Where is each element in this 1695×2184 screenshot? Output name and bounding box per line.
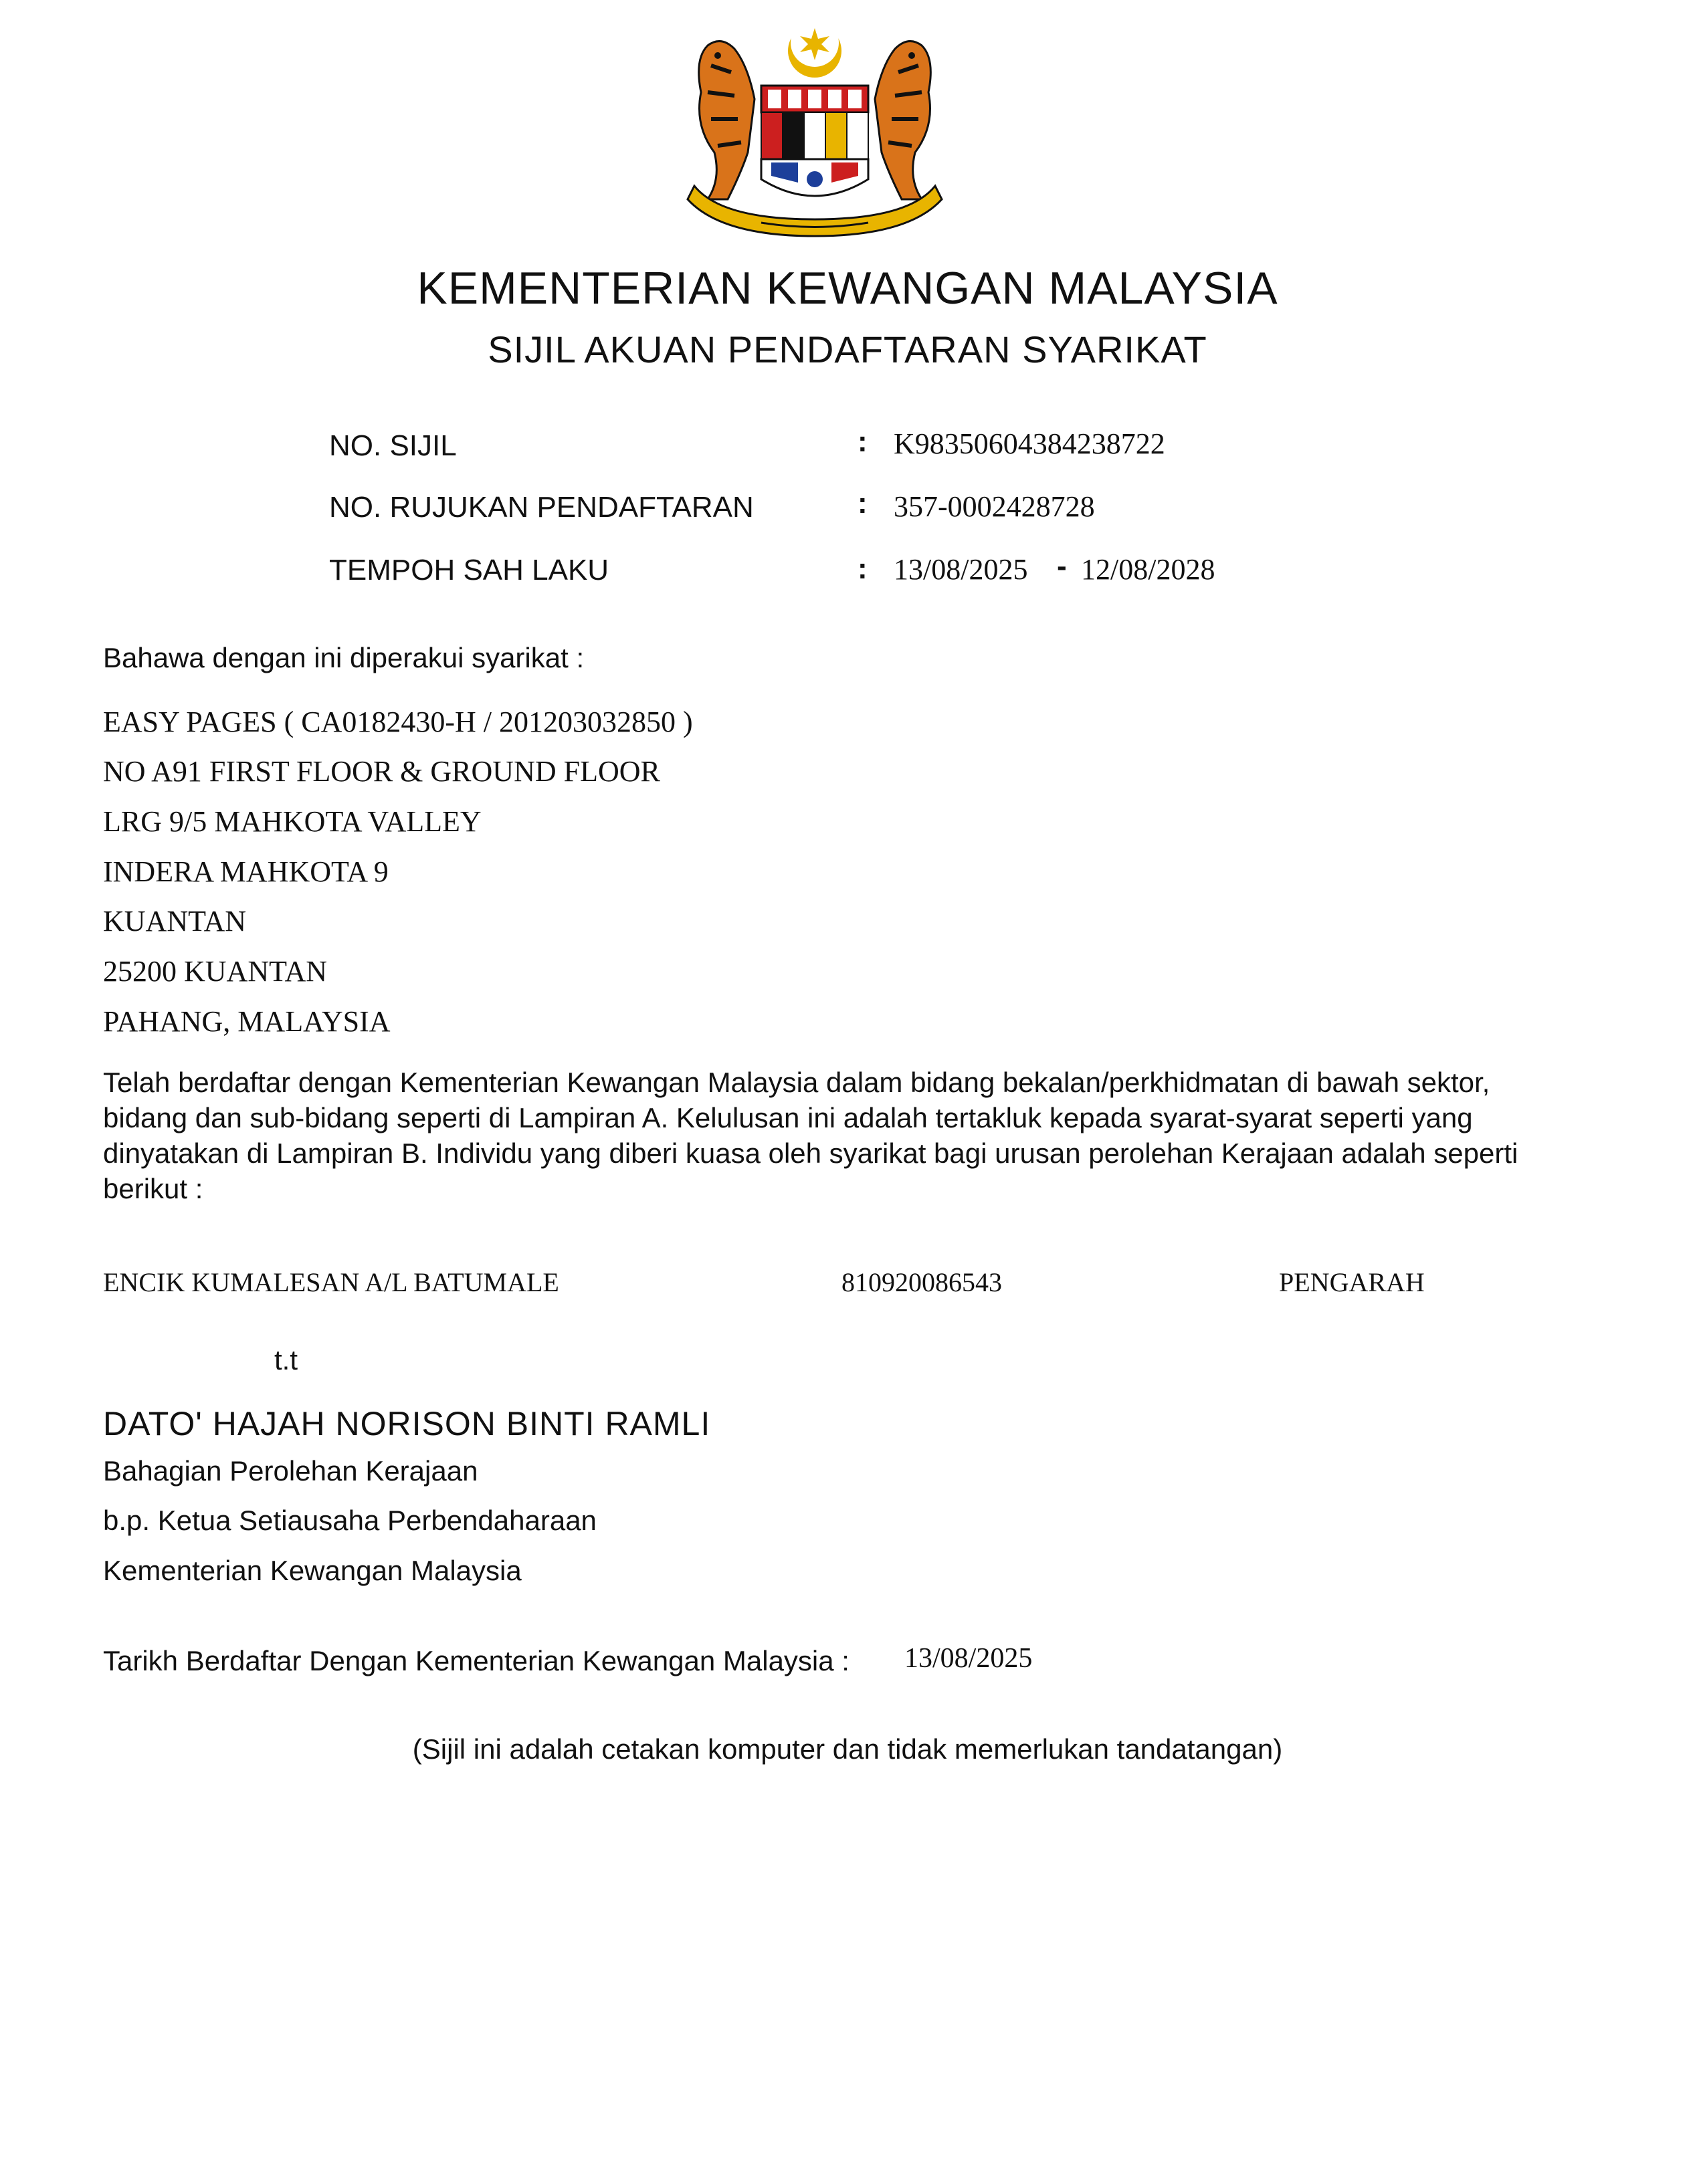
- signatory-line-1: Bahagian Perolehan Kerajaan: [103, 1455, 478, 1487]
- address-line: LRG 9/5 MAHKOTA VALLEY: [103, 805, 482, 838]
- registration-date-label: Tarikh Berdaftar Dengan Kementerian Kewangan Malaysia :: [103, 1645, 850, 1676]
- tempoh-colon: :: [858, 552, 868, 585]
- registration-paragraph: Telah berdaftar dengan Kementerian Kewangan Malaysia dalam bidang bekalan/perkhidmatan di bawah sektor, bidang dan sub-bidang seperti di Lampiran A. Kelulusan ini adalah tertakluk kepada syarat-syarat seperti yang dinyatakan di Lampiran B. Individu yang diberi kuasa oleh syarikat bagi urusan perolehan Kerajaan adalah seperti berikut :: [103, 1067, 1518, 1204]
- rujukan-label: NO. RUJUKAN PENDAFTARAN: [329, 491, 754, 524]
- authorized-person-position: PENGARAH: [1279, 1267, 1425, 1297]
- coat-of-arms-emblem: [681, 19, 949, 239]
- tempoh-start: 13/08/2025: [894, 553, 1028, 586]
- certificate-title: SIJIL AKUAN PENDAFTARAN SYARIKAT: [488, 328, 1207, 370]
- no-sijil-label: NO. SIJIL: [329, 429, 457, 462]
- shield-icon: [761, 86, 868, 196]
- address-line: KUANTAN: [103, 905, 247, 938]
- company-name-line: EASY PAGES ( CA0182430-H / 201203032850 ): [103, 705, 693, 738]
- signatory-line-2: b.p. Ketua Setiausaha Perbendaharaan: [103, 1505, 597, 1536]
- authorized-person-name: ENCIK KUMALESAN A/L BATUMALE: [103, 1267, 559, 1297]
- registration-date-value: 13/08/2025: [904, 1643, 1033, 1674]
- ministry-title: KEMENTERIAN KEWANGAN MALAYSIA: [417, 263, 1278, 314]
- rujukan-value: 357-0002428728: [894, 490, 1095, 523]
- footer-note: (Sijil ini adalah cetakan komputer dan tidak memerlukan tandatangan): [412, 1733, 1283, 1765]
- authorized-person-ic: 810920086543: [841, 1267, 1002, 1297]
- signatory-line-3: Kementerian Kewangan Malaysia: [103, 1555, 522, 1586]
- address-line: PAHANG, MALAYSIA: [103, 1005, 391, 1038]
- left-tiger-icon: [699, 41, 755, 199]
- company-intro: Bahawa dengan ini diperakui syarikat :: [103, 642, 585, 673]
- tt-mark: t.t: [274, 1344, 298, 1376]
- rujukan-colon: :: [858, 487, 868, 520]
- right-tiger-icon: [875, 41, 930, 199]
- no-sijil-value: K98350604384238722: [894, 427, 1165, 460]
- tempoh-label: TEMPOH SAH LAKU: [329, 554, 609, 586]
- address-line: 25200 KUANTAN: [103, 955, 328, 988]
- tempoh-separator: -: [1057, 550, 1067, 582]
- crescent-star-icon: [788, 19, 841, 78]
- no-sijil-colon: :: [858, 425, 868, 458]
- tempoh-end: 12/08/2028: [1081, 553, 1215, 586]
- address-line: NO A91 FIRST FLOOR & GROUND FLOOR: [103, 755, 660, 788]
- signatory-name: DATO' HAJAH NORISON BINTI RAMLI: [103, 1405, 711, 1442]
- address-line: INDERA MAHKOTA 9: [103, 855, 389, 888]
